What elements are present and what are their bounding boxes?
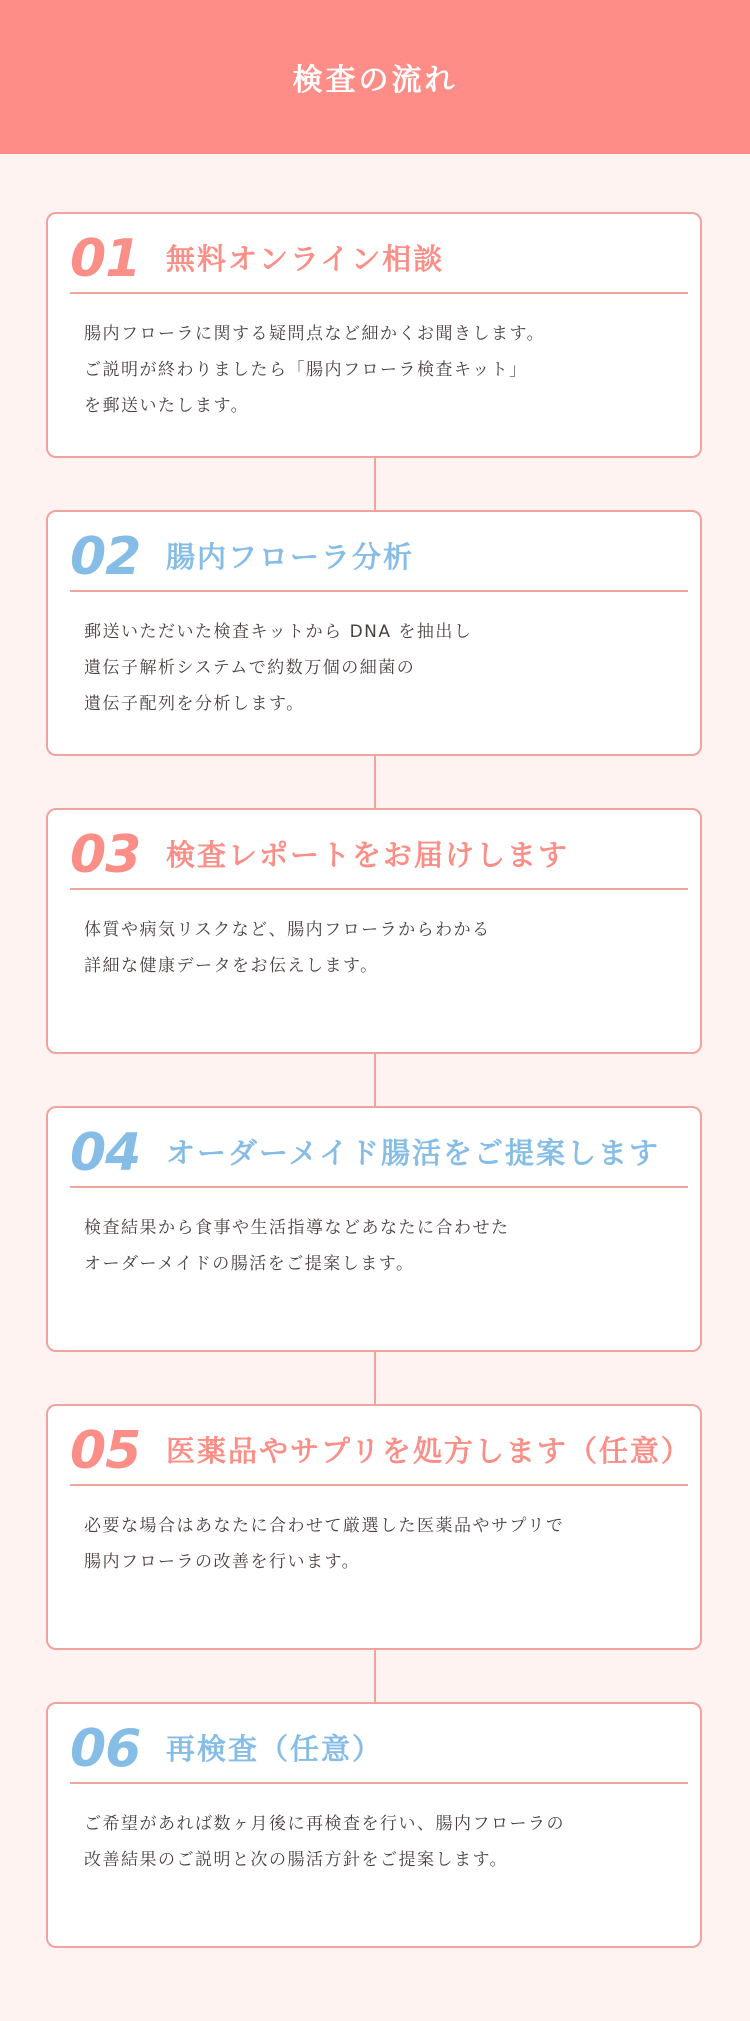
page-title: 検査の流れ [292, 63, 458, 98]
step-title: 再検査（任意） [166, 1731, 384, 1766]
step-card-06 [46, 1702, 702, 1948]
description-line: オーダーメイドの腸活をご提案します。 [84, 1254, 415, 1274]
description-line: 郵送いただいた検査キットから DNA を抽出し [84, 622, 473, 642]
step-heading [70, 226, 688, 294]
step-description [84, 912, 680, 984]
step-number: 05 [70, 1421, 141, 1481]
step-heading [70, 1418, 692, 1486]
step-card-03 [46, 808, 702, 1054]
step-number: 04 [70, 1123, 141, 1183]
step-heading [70, 822, 688, 890]
description-line: 詳細な健康データをお伝えします。 [84, 956, 379, 976]
step-number: 01 [70, 229, 141, 289]
step-number: 03 [70, 825, 141, 885]
step-heading [70, 1120, 688, 1188]
step-connector [374, 1650, 376, 1702]
description-line: ご希望があれば数ヶ月後に再検査を行い、腸内フローラの [84, 1814, 565, 1834]
step-number: 06 [70, 1719, 141, 1779]
step-connector [374, 1054, 376, 1106]
page-header [0, 0, 750, 154]
step-card-02 [46, 510, 702, 756]
step-connector [374, 458, 376, 510]
description-line: ご説明が終わりましたら「腸内フローラ検査キット」 [84, 360, 528, 380]
description-line: 腸内フローラに関する疑問点など細かくお聞きします。 [84, 324, 546, 344]
step-title: 医薬品やサプリを処方します（任意） [166, 1433, 692, 1468]
step-card-05 [46, 1404, 702, 1650]
description-line: 遺伝子配列を分析します。 [84, 694, 305, 714]
step-description [84, 614, 680, 722]
description-line: 必要な場合はあなたに合わせて厳選した医薬品やサプリで [84, 1516, 565, 1536]
step-description [84, 1508, 680, 1580]
step-description [84, 316, 680, 424]
step-card-04 [46, 1106, 702, 1352]
step-title: 検査レポートをお届けします [166, 837, 570, 872]
step-card-01 [46, 212, 702, 458]
step-heading [70, 1716, 688, 1784]
step-description [84, 1210, 680, 1282]
step-description [84, 1806, 680, 1878]
description-line: 遺伝子解析システムで約数万個の細菌の [84, 658, 416, 678]
description-line: 検査結果から食事や生活指導などあなたに合わせた [84, 1218, 510, 1238]
description-line: 腸内フローラの改善を行います。 [84, 1552, 361, 1572]
step-number: 02 [70, 527, 141, 587]
description-line: を郵送いたします。 [84, 396, 250, 416]
step-connector [374, 756, 376, 808]
step-title: オーダーメイド腸活をご提案します [166, 1135, 660, 1170]
step-title: 腸内フローラ分析 [166, 539, 415, 574]
description-line: 体質や病気リスクなど、腸内フローラからわかる [84, 920, 491, 940]
step-connector [374, 1352, 376, 1404]
description-line: 改善結果のご説明と次の腸活方針をご提案します。 [84, 1850, 509, 1870]
step-heading [70, 524, 688, 592]
step-title: 無料オンライン相談 [166, 241, 445, 276]
